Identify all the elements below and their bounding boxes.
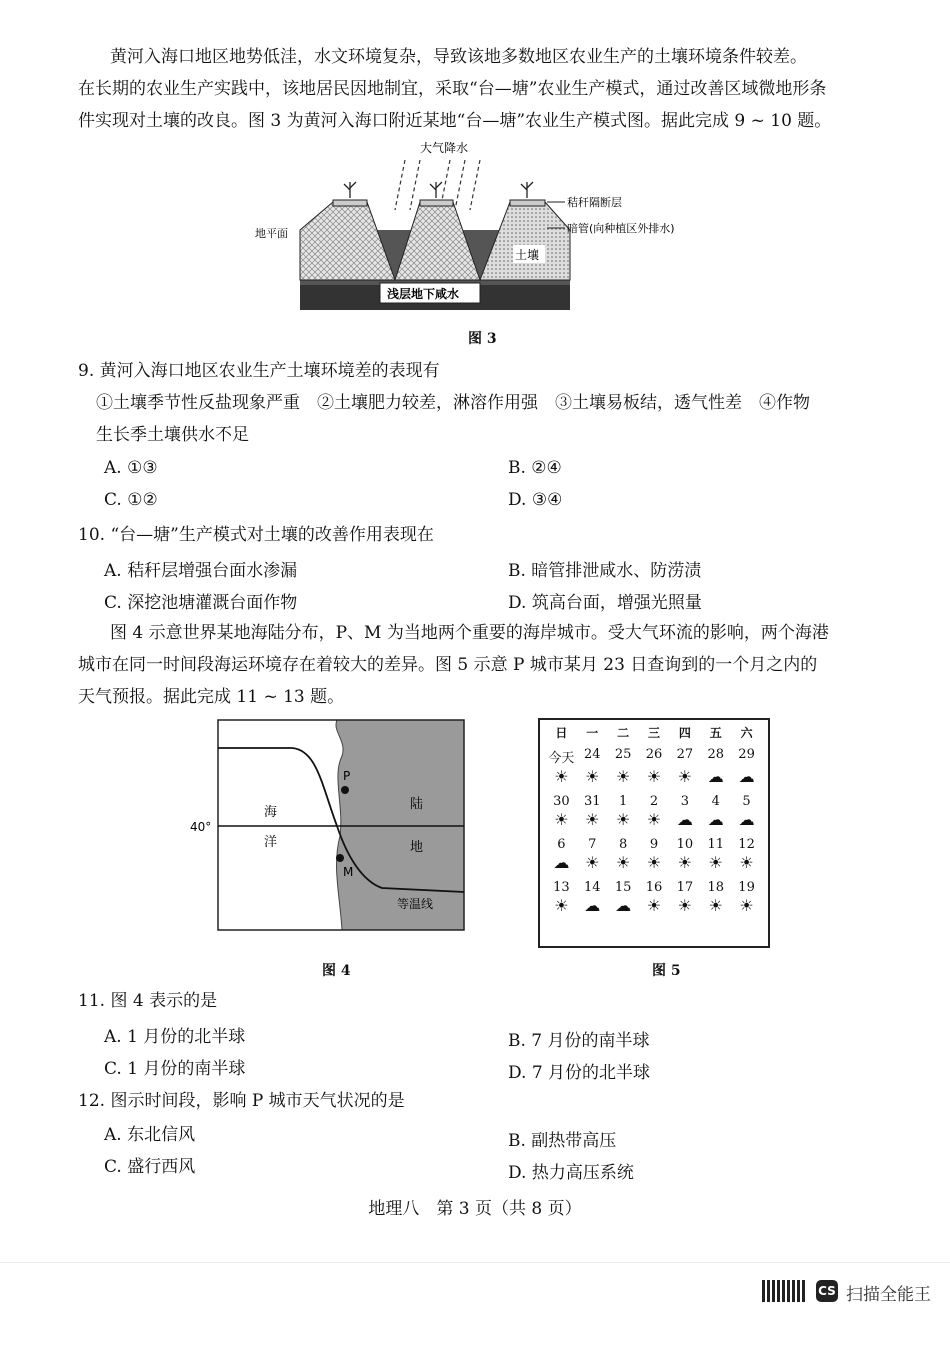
latitude-40: 40° (190, 820, 212, 834)
q12-option-c[interactable]: C. 盛行西风 (104, 1157, 196, 1177)
weather-icon: ☀ (646, 767, 662, 786)
weekday-thu: 四 (678, 726, 691, 740)
date-cell: 16 (645, 880, 663, 895)
date-cell: 7 (588, 837, 597, 852)
date-cell: 29 (738, 747, 755, 762)
date-cell: 15 (614, 880, 632, 895)
weekday-mon: 一 (586, 726, 599, 740)
q11-stem: 11. 图 4 表示的是 (78, 991, 218, 1011)
date-cell: 11 (707, 837, 724, 852)
weather-icon: ☀ (615, 767, 631, 786)
date-cell: 3 (680, 794, 689, 809)
date-cell: 27 (676, 747, 694, 762)
figure-5-caption: 图 5 (652, 963, 681, 979)
weather-icon: ☁ (707, 810, 724, 829)
week-3-weather (546, 852, 762, 874)
figure-3-caption: 图 3 (468, 331, 497, 347)
weekday-sun: 日 (555, 726, 568, 740)
date-cell: 5 (742, 794, 751, 809)
q12-option-d[interactable]: D. 热力高压系统 (508, 1163, 634, 1183)
date-cell: 18 (707, 880, 724, 895)
week-4-weather (546, 895, 762, 917)
weather-icon: ☀ (554, 767, 569, 786)
q10-option-d[interactable]: D. 筑高台面，增强光照量 (508, 593, 702, 613)
q9-items-line-1: ①土壤季节性反盐现象严重 ②土壤肥力较差，淋溶作用强 ③土壤易板结，透气性差 ④作物 (96, 393, 810, 413)
weather-icon: ☀ (677, 853, 693, 872)
land-label-1: 陆 (410, 797, 424, 812)
weather-icon: ☀ (646, 853, 662, 872)
weather-icon: ☀ (585, 767, 600, 786)
date-cell: 8 (618, 837, 628, 852)
weather-icon: ☀ (677, 767, 693, 786)
q9-stem: 9. 黄河入海口地区农业生产土壤环境差的表现有 (78, 361, 440, 381)
q9-option-c[interactable]: C. ①② (104, 490, 158, 510)
weather-icon: ☀ (708, 896, 723, 915)
weather-icon: ☁ (707, 767, 724, 786)
intro2-line-3: 天气预报。据此完成 11 ~ 13 题。 (78, 687, 345, 707)
figure-4-caption: 图 4 (322, 963, 351, 979)
week-2-weather (546, 809, 762, 831)
label-pipe: 暗管(向种植区外排水) (567, 222, 675, 235)
q9-option-a[interactable]: A. ①③ (104, 458, 158, 478)
week-1-dates (546, 747, 762, 766)
figure-3 (255, 140, 715, 320)
weather-icon: ☁ (676, 810, 693, 829)
ocean-label-1: 海 (264, 805, 278, 820)
weekday-fri: 五 (709, 726, 722, 740)
date-cell: 31 (584, 794, 601, 809)
label-soil: 土壤 (515, 248, 540, 262)
weather-icon: ☀ (646, 810, 662, 829)
figure-4 (182, 716, 472, 936)
label-rain: 大气降水 (420, 141, 469, 155)
week-1-weather (546, 766, 762, 788)
isotherm-label: 等温线 (397, 897, 434, 911)
date-cell: 12 (738, 837, 755, 852)
weekday-tue: 二 (617, 726, 630, 740)
qr-code-icon (762, 1280, 806, 1302)
date-cell: 13 (553, 880, 570, 895)
weather-icon: ☀ (739, 896, 754, 915)
weather-icon: ☀ (739, 853, 754, 872)
weekday-wed: 三 (647, 726, 660, 740)
date-cell: 6 (557, 837, 566, 852)
weather-icon: ☁ (738, 810, 755, 829)
q12-option-a[interactable]: A. 东北信风 (104, 1125, 196, 1145)
figure-5-calendar (538, 718, 770, 948)
date-cell: 14 (584, 880, 601, 895)
weather-icon: ☀ (554, 810, 569, 829)
q11-option-c[interactable]: C. 1 月份的南半球 (104, 1059, 246, 1079)
label-ground: 地平面 (255, 227, 288, 240)
ocean-label-2: 洋 (264, 835, 278, 850)
intro1-line-2: 在长期的农业生产实践中，该地居民因地制宜，采取“台—塘”农业生产模式，通过改善区域微地形条 (78, 79, 827, 99)
date-cell: 17 (676, 880, 694, 895)
q10-stem: 10. “台—塘”生产模式对土壤的改善作用表现在 (78, 525, 434, 545)
date-cell: 今天 (548, 751, 575, 766)
date-cell: 4 (711, 794, 720, 809)
q10-option-a[interactable]: A. 秸秆层增强台面水渗漏 (104, 561, 298, 581)
week-4-dates (546, 880, 762, 895)
week-3-dates (546, 837, 762, 852)
watermark-text: 扫描全能王 (846, 1285, 931, 1305)
date-cell: 26 (645, 747, 663, 762)
weather-icon: ☀ (615, 853, 631, 872)
date-cell: 30 (553, 794, 570, 809)
week-2-dates (546, 794, 762, 809)
weather-icon: ☀ (708, 853, 723, 872)
weather-icon: ☁ (553, 853, 570, 872)
q11-option-b[interactable]: B. 7 月份的南半球 (508, 1031, 650, 1051)
weather-icon: ☁ (584, 896, 601, 915)
q10-option-b[interactable]: B. 暗管排泄咸水、防涝渍 (508, 561, 702, 581)
weather-icon: ☀ (646, 896, 662, 915)
city-p: P (343, 769, 351, 783)
weather-icon: ☀ (615, 810, 631, 829)
q12-stem: 12. 图示时间段，影响 P 城市天气状况的是 (78, 1091, 405, 1111)
camscanner-logo-icon: CS (816, 1280, 838, 1302)
city-m: M (343, 865, 354, 879)
q9-option-b[interactable]: B. ②④ (508, 458, 562, 478)
weather-icon: ☁ (738, 767, 755, 786)
q9-option-d[interactable]: D. ③④ (508, 490, 563, 510)
date-cell: 24 (584, 747, 601, 762)
land-label-2: 地 (410, 840, 424, 855)
q10-option-c[interactable]: C. 深挖池塘灌溉台面作物 (104, 593, 298, 613)
weather-icon: ☀ (585, 810, 600, 829)
q9-items-line-2: 生长季土壤供水不足 (96, 425, 249, 445)
q11-option-d[interactable]: D. 7 月份的北半球 (508, 1063, 651, 1083)
q12-option-b[interactable]: B. 副热带高压 (508, 1131, 617, 1151)
weather-icon: ☁ (615, 896, 632, 915)
label-shallow-water: 浅层地下咸水 (387, 287, 460, 301)
intro1-line-1: 黄河入海口地区地势低洼，水文环境复杂，导致该地多数地区农业生产的土壤环境条件较差。 (110, 47, 807, 67)
label-straw: 秸秆隔断层 (567, 196, 622, 209)
date-cell: 10 (676, 837, 694, 852)
date-cell: 19 (738, 880, 755, 895)
date-cell: 1 (618, 794, 628, 809)
page-footer: 地理八 第 3 页（共 8 页） (368, 1199, 582, 1219)
intro1-line-3: 件实现对土壤的改良。图 3 为黄河入海口附近某地“台—塘”农业生产模式图。据此完成 9 ~ 10 题。 (78, 111, 832, 131)
q11-option-a[interactable]: A. 1 月份的北半球 (104, 1027, 246, 1047)
weather-icon: ☀ (585, 853, 600, 872)
date-cell: 2 (649, 794, 659, 809)
weather-icon: ☀ (677, 896, 693, 915)
weekday-sat: 六 (740, 726, 753, 740)
date-cell: 9 (649, 837, 659, 852)
intro2-line-2: 城市在同一时间段海运环境存在着较大的差异。图 5 示意 P 城市某月 23 日查询到的一个月之内的 (78, 655, 818, 675)
weather-icon: ☀ (554, 896, 569, 915)
date-cell: 28 (707, 747, 724, 762)
date-cell: 25 (614, 747, 632, 762)
divider (0, 1262, 950, 1263)
weekday-row (546, 724, 762, 741)
intro2-line-1: 图 4 示意世界某地海陆分布，P、M 为当地两个重要的海岸城市。受大气环流的影响，两个海港 (110, 623, 829, 643)
